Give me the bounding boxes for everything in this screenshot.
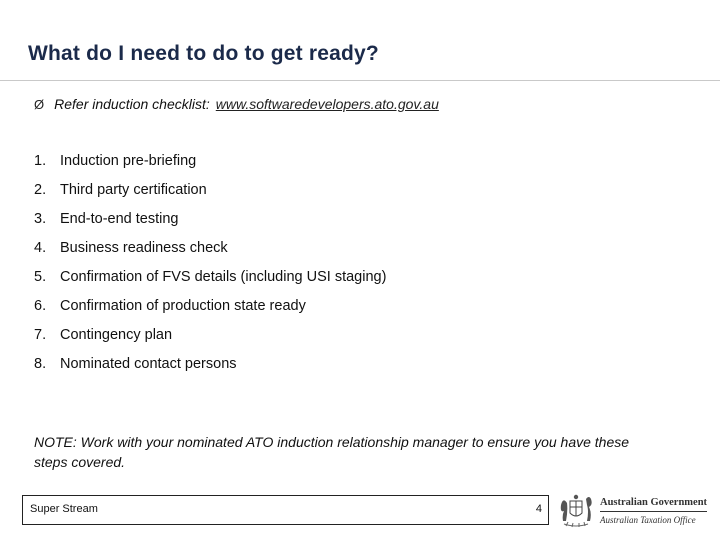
step-label: Nominated contact persons <box>60 355 237 372</box>
footer-bar <box>22 495 549 525</box>
logo-text <box>600 496 707 527</box>
step-label: Induction pre-briefing <box>60 152 197 169</box>
step-number: 2. <box>34 181 47 198</box>
step-number: 5. <box>34 268 47 285</box>
logo-agency-name: Australian Taxation Office <box>600 514 696 525</box>
title-divider <box>0 80 720 81</box>
step-number: 1. <box>34 152 47 169</box>
step-label: Confirmation of FVS details (including USI staging) <box>60 268 387 285</box>
step-label: Business readiness check <box>60 239 228 256</box>
list-item <box>34 262 386 291</box>
list-item <box>34 175 386 204</box>
list-item <box>34 349 386 378</box>
step-label: End-to-end testing <box>60 210 179 227</box>
arrow-bullet-icon: Ø <box>34 96 45 112</box>
step-number: 7. <box>34 326 47 343</box>
steps-list <box>34 146 386 378</box>
step-label: Third party certification <box>60 181 207 198</box>
step-number: 6. <box>34 297 47 314</box>
checklist-reference-text: Refer induction checklist: <box>54 96 210 112</box>
list-item <box>34 233 386 262</box>
footer-label: Super Stream <box>30 503 98 515</box>
checklist-reference <box>34 96 439 112</box>
government-logo <box>556 490 716 532</box>
step-number: 8. <box>34 355 47 372</box>
step-number: 4. <box>34 239 47 256</box>
checklist-link[interactable]: www.softwaredevelopers.ato.gov.au <box>215 96 439 112</box>
step-label: Contingency plan <box>60 326 173 343</box>
step-number: 3. <box>34 210 47 227</box>
list-item <box>34 146 386 175</box>
slide-title: What do I need to do to get ready? <box>28 42 379 65</box>
page-number: 4 <box>535 503 542 515</box>
list-item <box>34 320 386 349</box>
logo-government-name: Australian Government <box>600 496 707 512</box>
step-label: Confirmation of production state ready <box>60 297 306 314</box>
list-item <box>34 204 386 233</box>
note-text: NOTE: Work with your nominated ATO induction relationship manager to ensure you have these steps covered. <box>34 434 630 470</box>
list-item <box>34 291 386 320</box>
coat-of-arms-icon <box>556 491 596 531</box>
